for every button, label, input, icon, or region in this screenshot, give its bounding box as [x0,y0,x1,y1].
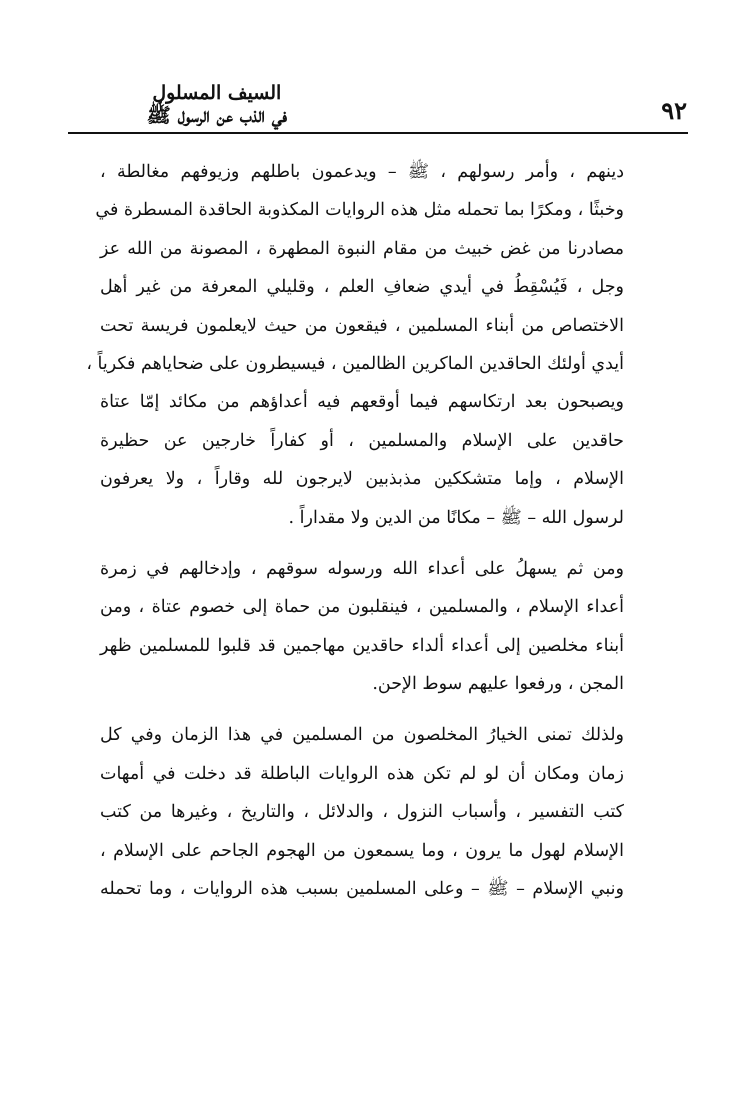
header-rule [68,132,688,134]
text-line: لرسول الله – ﷺ – مكانًا من الدين ولا مقداراً . [288,507,624,528]
text-line: كتب التفسير ، وأسباب النزول ، والدلائل ، والتاريخ ، وغيرها من كتب [100,802,624,823]
text-line: وخبثًا ، ومكرًا بما تحمله مثل هذه الروايات المكذوبة الحاقدة المسطرة في [95,200,624,221]
text-line: ونبي الإسلام – ﷺ – وعلى المسلمين بسبب هذه الروايات ، وما تحمله [100,879,624,900]
running-title-line-2: في الذب عن الرسول ﷺ [146,103,287,127]
text-line: أيدي أولئك الحاقدين الماكرين الظالمين ، فيسيطرون على ضحاياهم فكرياً ، [86,353,624,374]
text-line: الإسلام لهول ما يرون ، وما يسمعون من الهجوم الجاحم على الإسلام ، [100,840,624,861]
paragraph-2 [100,550,624,704]
text-line: الإسلام ، وإما متشككين مذبذبين لايرجون لله وقاراً ، ولا يعرفون [100,469,624,490]
text-line: حاقدين على الإسلام والمسلمين ، أو كفاراً خارجين عن حظيرة [100,430,624,451]
text-line: الاختصاص من أبناء المسلمين ، فيقعون من حيث لايعلمون فريسة تحت [100,315,624,336]
text-line: دينهم ، وأمر رسولهم ، ﷺ – ويدعمون باطلهم وزيوفهم مغالطة ، [100,162,624,182]
text-line: ويصبحون بعد ارتكاسهم فيما أوقعهم فيه أعداؤهم من مكائد إمّا عتاة [100,392,624,413]
paragraph-gap [100,703,624,716]
text-line: وجل ، فَيُسْقِطُ في أيدي ضعافِ العلم ، وقليلي المعرفة من غير أهل [100,277,624,298]
text-line: مصادرنا من غض خبيث من مقام النبوة المطهرة ، المصونة من الله عز [100,238,624,259]
text-line: أعداء الإسلام ، والمسلمين ، فينقلبون من حماة إلى خصوم عتاة ، ومن [100,597,624,618]
page-number: ٩٢ [661,96,687,125]
paragraph-gap [100,537,624,550]
text-line: ومن ثم يسهلُ على أعداء الله ورسوله سوقهم ، وإدخالهم في زمرة [100,558,624,579]
paragraph-1 [86,153,624,537]
text-line: ولذلك تمنى الخيارُ المخلصون من المسلمين في هذا الزمان وفي كل [100,725,624,746]
text-line: زمان ومكان أن لو لم تكن هذه الروايات الباطلة قد دخلت في أمهات [100,763,624,784]
body-text [86,153,624,908]
text-line: المجن ، ورفعوا عليهم سوط الإحن. [372,674,624,695]
running-title [147,82,287,126]
running-title-line-1: السيف المسلول [152,82,282,104]
text-line: أبناء مخلصين إلى أعداء ألداء حاقدين مهاجمين قد قلبوا للمسلمين ظهر [100,635,624,656]
paragraph-3 [100,716,624,908]
page-header [55,82,687,126]
